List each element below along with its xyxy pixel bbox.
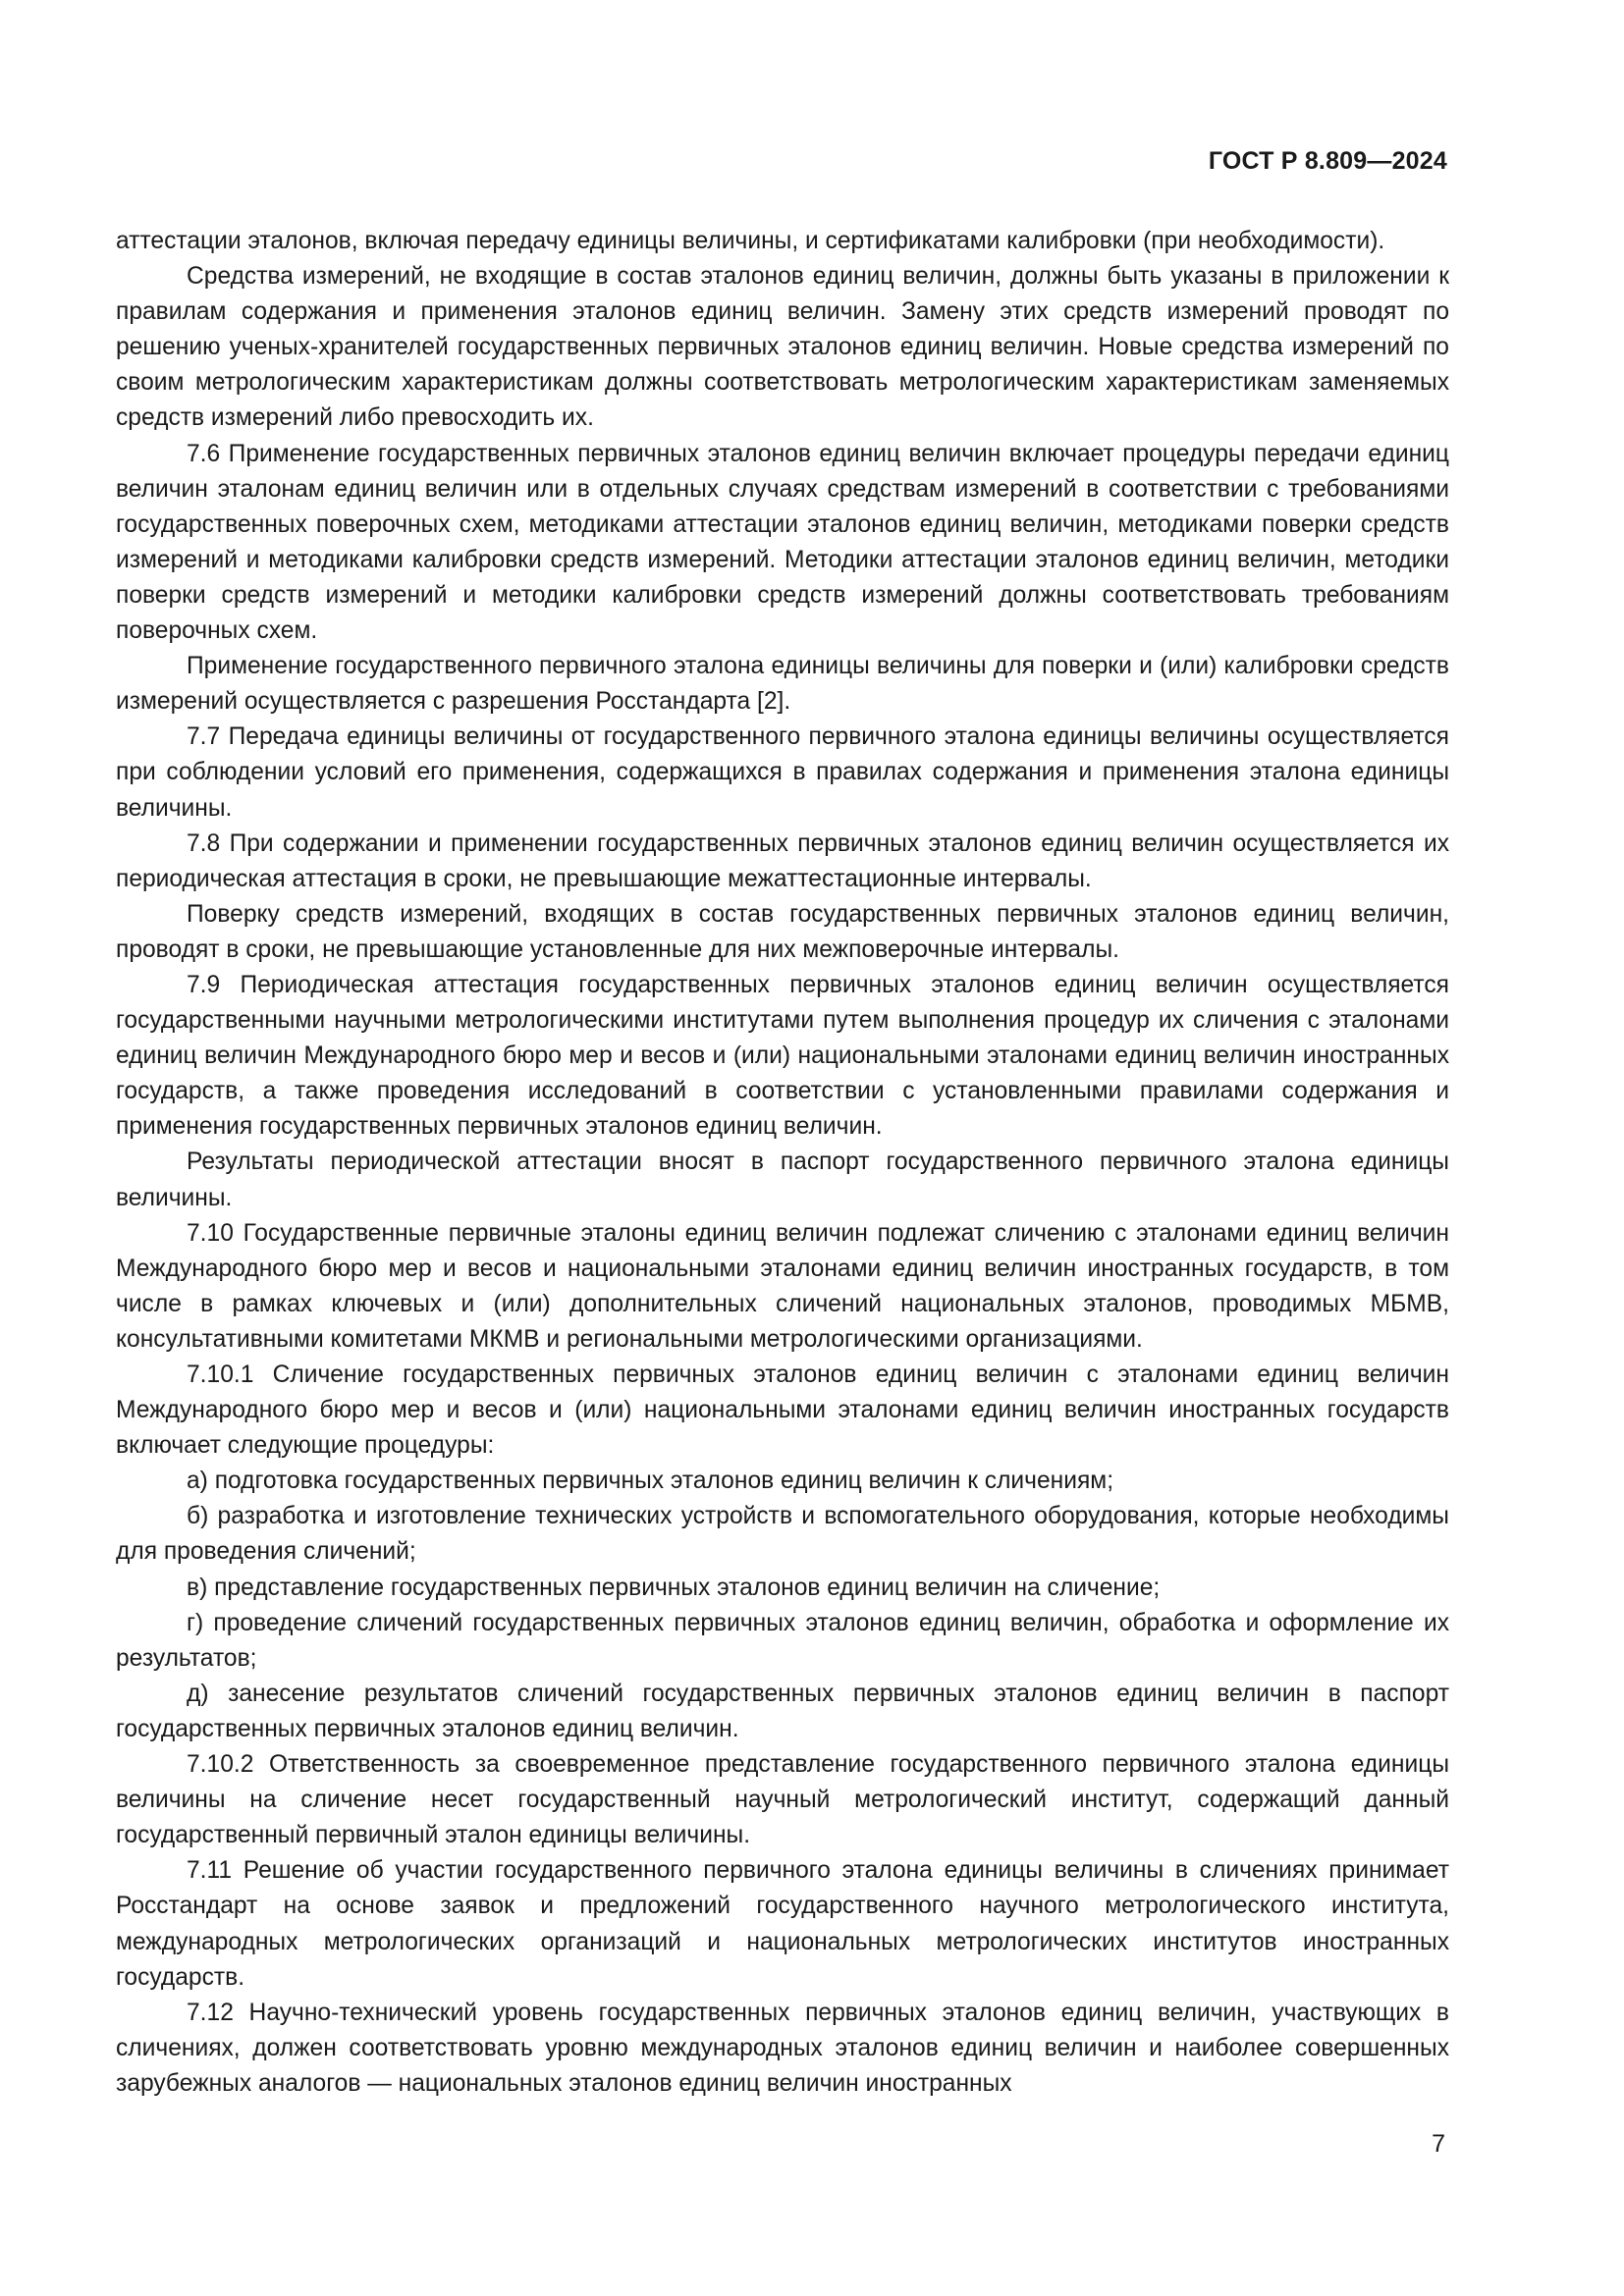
list-item-v: в) представление государственных первичных эталонов единиц величин на сличение;	[187, 1574, 1161, 1601]
paragraph-section-7-11: 7.11 Решение об участии государственного первичного эталона единицы величины в сличениях принимает Росстандарт на основе заявок и предложений государственного научного метрологического института, международных метрологических организаций и национальных метрологических институтов иностранных государств.	[116, 1857, 1449, 1991]
paragraph-section-7-6: 7.6 Применение государственных первичных эталонов единиц величин включает процедуры передачи единиц величин эталонам единиц величин или в отдельных случаях средствам измерений в соответствии с требованиями государственных поверочных схем, методиками аттестации эталонов единиц величин, методиками поверки средств измерений и методиками калибровки средств измерений. Методики аттестации эталонов единиц величин, методики поверки средств измерений и методики калибровки средств измерений должны соответствовать требованиям поверочных схем.	[116, 440, 1449, 645]
paragraph: Результаты периодической аттестации вносят в паспорт государственного первичного эталона единицы величины.	[116, 1148, 1449, 1211]
paragraph-section-7-12: 7.12 Научно-технический уровень государственных первичных эталонов единиц величин, участвующих в сличениях, должен соответствовать уровню международных эталонов единиц величин и наиболее совершенных зарубежных аналогов — национальных эталонов единиц величин иностранных	[116, 1999, 1449, 2097]
document-body	[116, 224, 1449, 2102]
paragraph-section-7-10-1: 7.10.1 Сличение государственных первичных эталонов единиц величин с эталонами единиц величин Международного бюро мер и весов и (или) национальными эталонами единиц величин иностранных государств включает следующие процедуры:	[116, 1362, 1449, 1460]
paragraph: Применение государственного первичного эталона единицы величины для поверки и (или) калибровки средств измерений осуществляется с разрешения Росстандарта [2].	[116, 653, 1449, 716]
paragraph-section-7-7: 7.7 Передача единицы величины от государственного первичного эталона единицы величины осуществляется при соблюдении условий его применения, содержащихся в правилах содержания и применения эталона единицы величины.	[116, 723, 1449, 822]
paragraph-section-7-9: 7.9 Периодическая аттестация государственных первичных эталонов единиц величин осуществляется государственными научными метрологическими институтами путем выполнения процедур их сличения с эталонами единиц величин Международного бюро мер и весов и (или) национальными эталонами единиц величин иностранных государств, а также проведения исследований в соответствии с установленными правилами содержания и применения государственных первичных эталонов единиц величин.	[116, 971, 1449, 1141]
paragraph-section-7-8: 7.8 При содержании и применении государственных первичных эталонов единиц величин осуществляется их периодическая аттестация в сроки, не превышающие межаттестационные интервалы.	[116, 829, 1449, 892]
paragraph: Поверку средств измерений, входящих в состав государственных первичных эталонов единиц величин, проводят в сроки, не превышающие установленные для них межповерочные интервалы.	[116, 900, 1449, 963]
page-number: 7	[1432, 2130, 1445, 2158]
list-item-g: г) проведение сличений государственных первичных эталонов единиц величин, обработка и оформление их результатов;	[116, 1609, 1449, 1672]
paragraph: Средства измерений, не входящие в состав эталонов единиц величин, должны быть указаны в приложении к правилам содержания и применения эталонов единиц величин. Замену этих средств измерений проводят по решению ученых-хранителей государственных первичных эталонов единиц величин. Новые средства измерений по своим метрологическим характеристикам должны соответствовать метрологическим характеристикам заменяемых средств измерений либо превосходить их.	[116, 263, 1449, 432]
list-item-a: а) подготовка государственных первичных эталонов единиц величин к сличениям;	[187, 1468, 1114, 1495]
paragraph-continuation: аттестации эталонов, включая передачу единицы величины, и сертификатами калибровки (при необходимости).	[116, 228, 1385, 254]
paragraph-section-7-10-2: 7.10.2 Ответственность за своевременное представление государственного первичного эталона единицы величины на сличение несет государственный научный метрологический институт, содержащий данный государственный первичный эталон единицы величины.	[116, 1751, 1449, 1849]
paragraph-section-7-10: 7.10 Государственные первичные эталоны единиц величин подлежат сличению с эталонами единиц величин Международного бюро мер и весов и национальными эталонами единиц величин иностранных государств, в том числе в рамках ключевых и (или) дополнительных сличений национальных эталонов, проводимых МБМВ, консультативными комитетами МКМВ и региональными метрологическими организациями.	[116, 1219, 1449, 1353]
list-item-b: б) разработка и изготовление технических устройств и вспомогательного оборудования, которые необходимы для проведения сличений;	[116, 1503, 1449, 1566]
document-code-header: ГОСТ Р 8.809—2024	[1208, 147, 1447, 175]
list-item-d: д) занесение результатов сличений государственных первичных эталонов единиц величин в паспорт государственных первичных эталонов единиц величин.	[116, 1680, 1449, 1742]
